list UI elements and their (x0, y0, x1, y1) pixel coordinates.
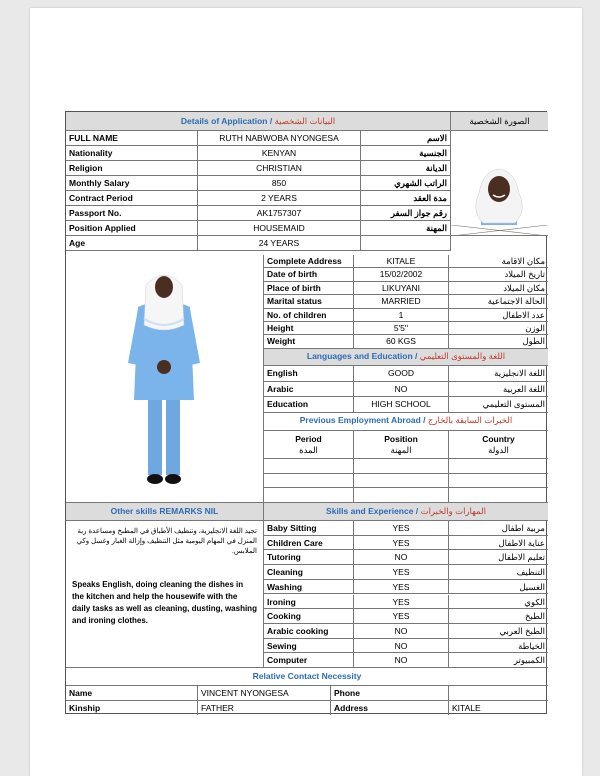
personal-value: 24 YEARS (198, 236, 361, 251)
skills-header (264, 503, 548, 521)
contact-header (66, 668, 548, 686)
detail-label: Place of birth (264, 282, 354, 295)
detail-label-ar: مكان الاقامة (449, 255, 548, 268)
cross-lines (451, 225, 548, 236)
col-country-ar: الدولة (488, 445, 509, 455)
language-label: Arabic (264, 382, 354, 398)
skill-label-ar: الخياطة (449, 639, 548, 654)
contact-name-label: Name (66, 686, 198, 701)
skills-title-ar: المهارات والخبرات (420, 506, 486, 516)
contact-kinship-value: FATHER (198, 701, 331, 715)
skill-label-ar: تعليم الاطفال (449, 550, 548, 565)
contact-phone-label: Phone (331, 686, 449, 701)
skill-label: Cooking (264, 609, 354, 624)
personal-label-ar: الراتب الشهري (361, 176, 451, 191)
details-title-ar: البيانات الشخصية (274, 116, 336, 126)
personal-label-ar (361, 236, 451, 251)
personal-value: CHRISTIAN (198, 161, 361, 176)
skill-label-ar: الكوي (449, 595, 548, 610)
photo-header: الصورة الشخصية (451, 112, 548, 131)
skill-label-ar: الكمبيوتر (449, 653, 548, 668)
language-value: HIGH SCHOOL (354, 397, 449, 413)
col-period-ar: المدة (299, 445, 318, 455)
personal-label: Religion (66, 161, 198, 176)
detail-label-ar: الطول (449, 335, 548, 348)
other-skills-title: Other skills REMARKS NIL (110, 506, 219, 516)
contact-phone-value (449, 686, 548, 701)
language-label: Education (264, 397, 354, 413)
language-label-ar: اللغة الانجليزية (449, 366, 548, 382)
detail-label: Weight (264, 335, 354, 348)
skill-label: Children Care (264, 536, 354, 551)
personal-label: FULL NAME (66, 131, 198, 146)
detail-label: Date of birth (264, 268, 354, 281)
skill-value: NO (354, 639, 449, 654)
other-skills-english: Speaks English, doing cleaning the dishes in the kitchen and help the housewife with the daily tasks as well as cleaning, dusting, washing and ironing clothes. (72, 580, 257, 625)
personal-value: RUTH NABWOBA NYONGESA (198, 131, 361, 146)
personal-label-ar: الجنسية (361, 146, 451, 161)
skill-value: YES (354, 580, 449, 595)
skill-value: YES (354, 609, 449, 624)
detail-label-ar: مكان الميلاد (449, 282, 548, 295)
detail-value: 1 (354, 309, 449, 322)
skill-value: YES (354, 521, 449, 536)
personal-value: KENYAN (198, 146, 361, 161)
skill-label-ar: الغسيل (449, 580, 548, 595)
contact-title: Relative Contact Necessity (252, 671, 362, 681)
col-position-label: Position (384, 434, 418, 444)
skill-label-ar: الطبخ (449, 609, 548, 624)
personal-value: AK1757307 (198, 206, 361, 221)
skill-value: NO (354, 624, 449, 639)
detail-value: KITALE (354, 255, 449, 268)
language-label-ar: اللغة العربية (449, 382, 548, 398)
skill-value: NO (354, 550, 449, 565)
detail-label: Complete Address (264, 255, 354, 268)
detail-value: MARRIED (354, 295, 449, 308)
language-value: GOOD (354, 366, 449, 382)
details-title: Details of Application / (180, 116, 273, 126)
employment-cell (354, 474, 449, 489)
personal-value: HOUSEMAID (198, 221, 361, 236)
skill-value: YES (354, 565, 449, 580)
detail-value: 60 KGS (354, 335, 449, 348)
language-label-ar: المستوى التعليمي (449, 397, 548, 413)
full-body-photo (66, 255, 264, 503)
employment-header (264, 413, 548, 431)
detail-label-ar: الحالة الاجتماعية (449, 295, 548, 308)
employment-cell (264, 459, 354, 474)
skill-label-ar: التنظيف (449, 565, 548, 580)
col-position (354, 431, 449, 459)
col-country (449, 431, 548, 459)
portrait-photo (451, 131, 548, 225)
languages-header (264, 349, 548, 366)
empty-box (451, 225, 548, 236)
personal-value: 850 (198, 176, 361, 191)
detail-value: 5'5'' (354, 322, 449, 335)
detail-label-ar: الوزن (449, 322, 548, 335)
personal-label-ar: المهنة (361, 221, 451, 236)
skill-value: YES (354, 536, 449, 551)
contact-kinship-label: Kinship (66, 701, 198, 715)
details-header (66, 112, 451, 131)
personal-label: Passport No. (66, 206, 198, 221)
employment-title-ar: الخبرات السابقة بالخارج (427, 415, 513, 425)
languages-title: Languages and Education / (306, 351, 418, 361)
employment-cell (449, 459, 548, 474)
personal-value: 2 YEARS (198, 191, 361, 206)
skill-label: Cleaning (264, 565, 354, 580)
detail-label: Marital status (264, 295, 354, 308)
personal-label: Age (66, 236, 198, 251)
employment-title: Previous Employment Abroad / (299, 415, 426, 425)
employment-cell (264, 474, 354, 489)
employment-cell (449, 474, 548, 489)
contact-address-label: Address (331, 701, 449, 715)
detail-label-ar: عدد الاطفال (449, 309, 548, 322)
col-country-label: Country (482, 434, 515, 444)
full-body-image (66, 255, 263, 502)
employment-cell (264, 488, 354, 503)
detail-value: 15/02/2002 (354, 268, 449, 281)
employment-cell (354, 488, 449, 503)
detail-label: Height (264, 322, 354, 335)
skill-label-ar: مربية اطفال (449, 521, 548, 536)
personal-label-ar: مدة العقد (361, 191, 451, 206)
personal-label: Contract Period (66, 191, 198, 206)
contact-address-value: KITALE (452, 703, 481, 713)
skill-label-ar: الطبخ العربي (449, 624, 548, 639)
personal-label: Monthly Salary (66, 176, 198, 191)
skill-label: Sewing (264, 639, 354, 654)
col-period (264, 431, 354, 459)
skill-label: Ironing (264, 595, 354, 610)
skill-label: Tutoring (264, 550, 354, 565)
detail-label: No. of children (264, 309, 354, 322)
language-label: English (264, 366, 354, 382)
col-position-ar: المهنة (390, 445, 412, 455)
personal-label-ar: رقم جواز السفر (361, 206, 451, 221)
contact-name-value: VINCENT NYONGESA (198, 686, 331, 701)
detail-value: LIKUYANI (354, 282, 449, 295)
language-value: NO (354, 382, 449, 398)
other-skills-body (66, 521, 264, 668)
skill-label: Washing (264, 580, 354, 595)
portrait-image (451, 131, 548, 225)
skills-title: Skills and Experience / (326, 506, 419, 516)
application-form (65, 111, 547, 714)
skill-label-ar: عناية الاطفال (449, 536, 548, 551)
skill-label: Arabic cooking (264, 624, 354, 639)
languages-title-ar: اللغة والمستوى التعليمي (419, 351, 506, 361)
skill-value: NO (354, 653, 449, 668)
skill-value: YES (354, 595, 449, 610)
personal-label: Nationality (66, 146, 198, 161)
skill-label: Computer (264, 653, 354, 668)
detail-label-ar: تاريخ الميلاد (449, 268, 548, 281)
personal-label-ar: الاسم (361, 131, 451, 146)
employment-cell (354, 459, 449, 474)
employment-cell (449, 488, 548, 503)
col-period-label: Period (295, 434, 322, 444)
personal-label: Position Applied (66, 221, 198, 236)
other-skills-header (66, 503, 264, 521)
personal-label-ar: الديانة (361, 161, 451, 176)
skill-label: Baby Sitting (264, 521, 354, 536)
other-skills-arabic: تجيد اللغة الانجليزية، وتنظيف الأطباق في المطبخ ومساعدة ربة المنزل في المهام اليومية مثل التنظيف وإزالة الغبار وغسل وكي الملابس. (76, 528, 257, 555)
